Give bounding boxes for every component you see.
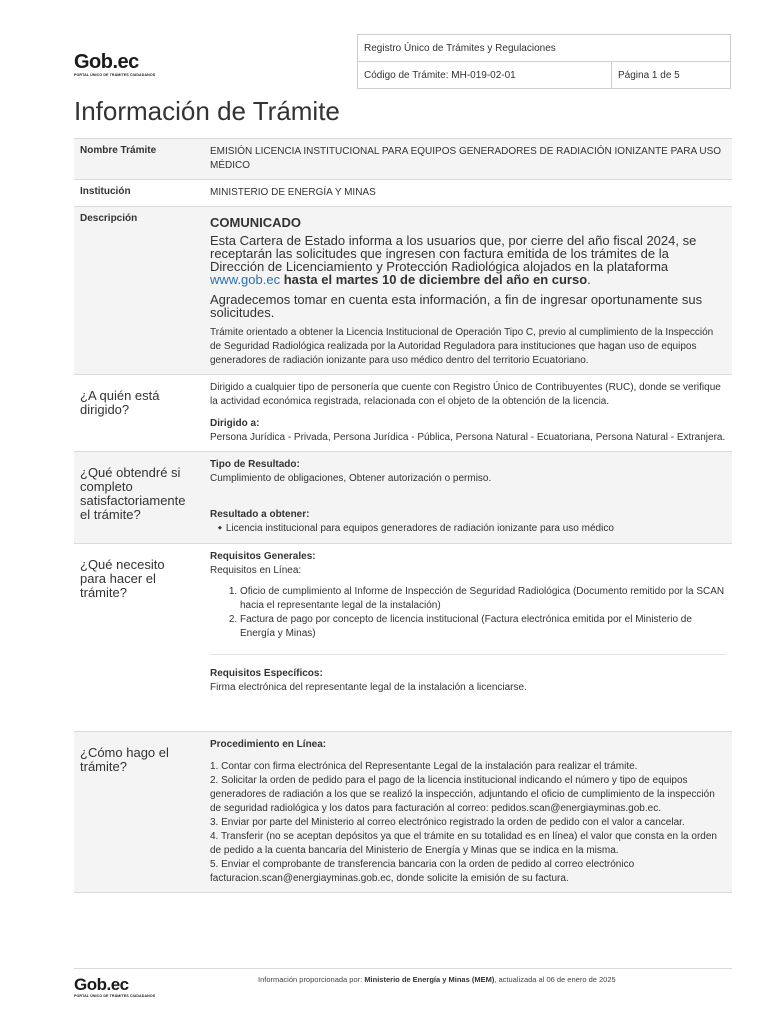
como-question: ¿Cómo hago el trámite? <box>74 732 198 893</box>
row-obtendre <box>74 452 732 544</box>
procedure-step: 2. Solicitar la orden de pedido para el pago de la licencia institucional indicando el número y tipo de equipos generadores de radiación a los que se realizó la inspección, adjuntando el oficio de cumplimiento de la inspección de seguridad radiológica y los datos para facturación al correo: pedidos.scan@energiayminas.gob.ec. <box>210 775 715 814</box>
comunicado-title: COMUNICADO <box>210 215 301 230</box>
procedure-step: 3. Enviar por parte del Ministerio al correo electrónico registrado la orden de pedido con el valor a cancelar. <box>210 817 685 828</box>
comunicado-end: . <box>587 272 591 287</box>
logo-tagline: PORTAL ÚNICO DE TRÁMITES CIUDADANOS <box>74 73 156 77</box>
resultado-list <box>210 522 726 537</box>
procedure-code: Código de Trámite: MH-019-02-01 <box>358 62 612 89</box>
requirement-item: 2. Factura de pago por concepto de licencia institucional (Factura electrónica emitida por el Ministerio de Energía y Minas) <box>240 613 726 641</box>
procedimiento-label: Procedimiento en Línea: <box>210 739 327 750</box>
logo-wordmark: Gob.ec <box>74 975 129 994</box>
requirement-item: 1. Oficio de cumplimiento al Informe de Inspección de Seguridad Radiológica (Documento remitido por la SCAN hacia el representante legal de la instalación) <box>240 585 726 613</box>
procedure-step: 4. Transferir (no se aceptan depósitos ya que el trámite en su totalidad es en línea) el valor que consta en la orden de pedido a la cuenta bancaria del Ministerio de Energía y Minas que se indica en la misma. <box>210 831 717 856</box>
dirigido-list: Persona Jurídica - Privada, Persona Jurídica - Pública, Persona Natural - Ecuatoriana, Persona Natural - Extranjera. <box>210 432 726 443</box>
row-como <box>74 732 732 893</box>
footer-prefix: Información proporcionada por: <box>258 975 365 984</box>
dirigido-value <box>198 375 732 452</box>
gobec-link[interactable]: www.gob.ec <box>210 272 281 287</box>
tipo-resultado-value: Cumplimiento de obligaciones, Obtener autorización o permiso. <box>210 473 492 484</box>
footer-attribution <box>258 975 616 984</box>
generales-list <box>210 585 726 641</box>
necesito-value <box>198 544 732 732</box>
footer-suffix: , actualizada al 06 de enero de 2025 <box>494 975 616 984</box>
logo-tagline: PORTAL ÚNICO DE TRÁMITES CIUDADANOS <box>74 994 156 998</box>
page-title: Información de Trámite <box>74 96 340 126</box>
gobec-logo <box>74 52 160 77</box>
page-number: Página 1 de 5 <box>612 62 731 89</box>
comunicado-thanks: Agradecemos tomar en cuenta esta información, a fin de ingresar oportunamente sus solicitudes. <box>210 292 703 320</box>
row-nombre <box>74 139 732 180</box>
comunicado-paragraph <box>210 234 726 286</box>
footer-divider <box>74 968 732 969</box>
institucion-label: Institución <box>74 180 198 207</box>
descripcion-value <box>198 207 732 375</box>
obtendre-question: ¿Qué obtendré si completo satisfactoriamente el trámite? <box>74 452 198 544</box>
descripcion-body: Trámite orientado a obtener la Licencia Institucional de Operación Tipo C, previo al cumplimiento de la Inspección de Seguridad Radiológica realizada por la Autoridad Reguladora para instituciones que hagan uso de equipos generadores de radiación ionizante para uso médico dentro del territorio Ecuatoriano. <box>210 327 714 366</box>
procedure-step: 1. Contar con firma electrónica del Representante Legal de la instalación para realizar el trámite. <box>210 761 638 772</box>
row-dirigido <box>74 375 732 452</box>
institucion-value: MINISTERIO DE ENERGÍA Y MINAS <box>198 180 732 207</box>
especificos-label: Requisitos Específicos: <box>210 668 323 679</box>
comunicado-deadline: hasta el martes 10 de diciembre del año en curso <box>280 272 588 287</box>
como-value <box>198 732 732 893</box>
procedure-info-table <box>74 138 732 893</box>
necesito-question: ¿Qué necesito para hacer el trámite? <box>74 544 198 732</box>
tipo-resultado-label: Tipo de Resultado: <box>210 459 300 470</box>
gobec-logo-footer <box>74 976 160 998</box>
row-descripcion <box>74 207 732 375</box>
resultado-label: Resultado a obtener: <box>210 509 310 520</box>
row-necesito <box>74 544 732 732</box>
document-header-table <box>357 34 731 89</box>
procedure-step: 5. Enviar el comprobante de transferencia bancaria con la orden de pedido al correo electrónico facturacion.scan@energiayminas.gob.ec, donde solicite la emisión de su factura. <box>210 859 635 884</box>
comunicado-text: Esta Cartera de Estado informa a los usuarios que, por cierre del año fiscal 2024, se receptarán las solicitudes que ingresen con factura emitida de los trámites de la Dirección de Licenciamiento y Protección Radiológica alojados en la plataforma <box>210 233 697 274</box>
section-divider <box>210 654 726 655</box>
row-institucion <box>74 180 732 207</box>
dirigido-intro: Dirigido a cualquier tipo de personería que cuente con Registro Único de Contribuyentes (RUC), donde se verifique la actividad económica registrada, relacionada con el objeto de la obtención de la licencia. <box>210 382 721 407</box>
nombre-value: EMISIÓN LICENCIA INSTITUCIONAL PARA EQUIPOS GENERADORES DE RADIACIÓN IONIZANTE PARA USO MÉDICO <box>198 139 732 180</box>
nombre-label: Nombre Trámite <box>74 139 198 180</box>
dirigido-label: Dirigido a: <box>210 418 260 429</box>
generales-label: Requisitos Generales: <box>210 551 316 562</box>
obtendre-value <box>198 452 732 544</box>
generales-sub: Requisitos en Línea: <box>210 565 302 576</box>
procedure-steps <box>210 760 726 886</box>
resultado-item: ◆ Licencia institucional para equipos generadores de radiación ionizante para uso médico <box>218 522 726 537</box>
logo-wordmark: Gob.ec <box>74 51 139 73</box>
descripcion-label: Descripción <box>74 207 198 375</box>
dirigido-question: ¿A quién está dirigido? <box>74 375 198 452</box>
footer-org: Ministerio de Energía y Minas (MEM) <box>364 975 495 984</box>
especificos-value: Firma electrónica del representante legal de la instalación a licenciarse. <box>210 682 527 693</box>
registry-name: Registro Único de Trámites y Regulaciones <box>358 35 731 62</box>
